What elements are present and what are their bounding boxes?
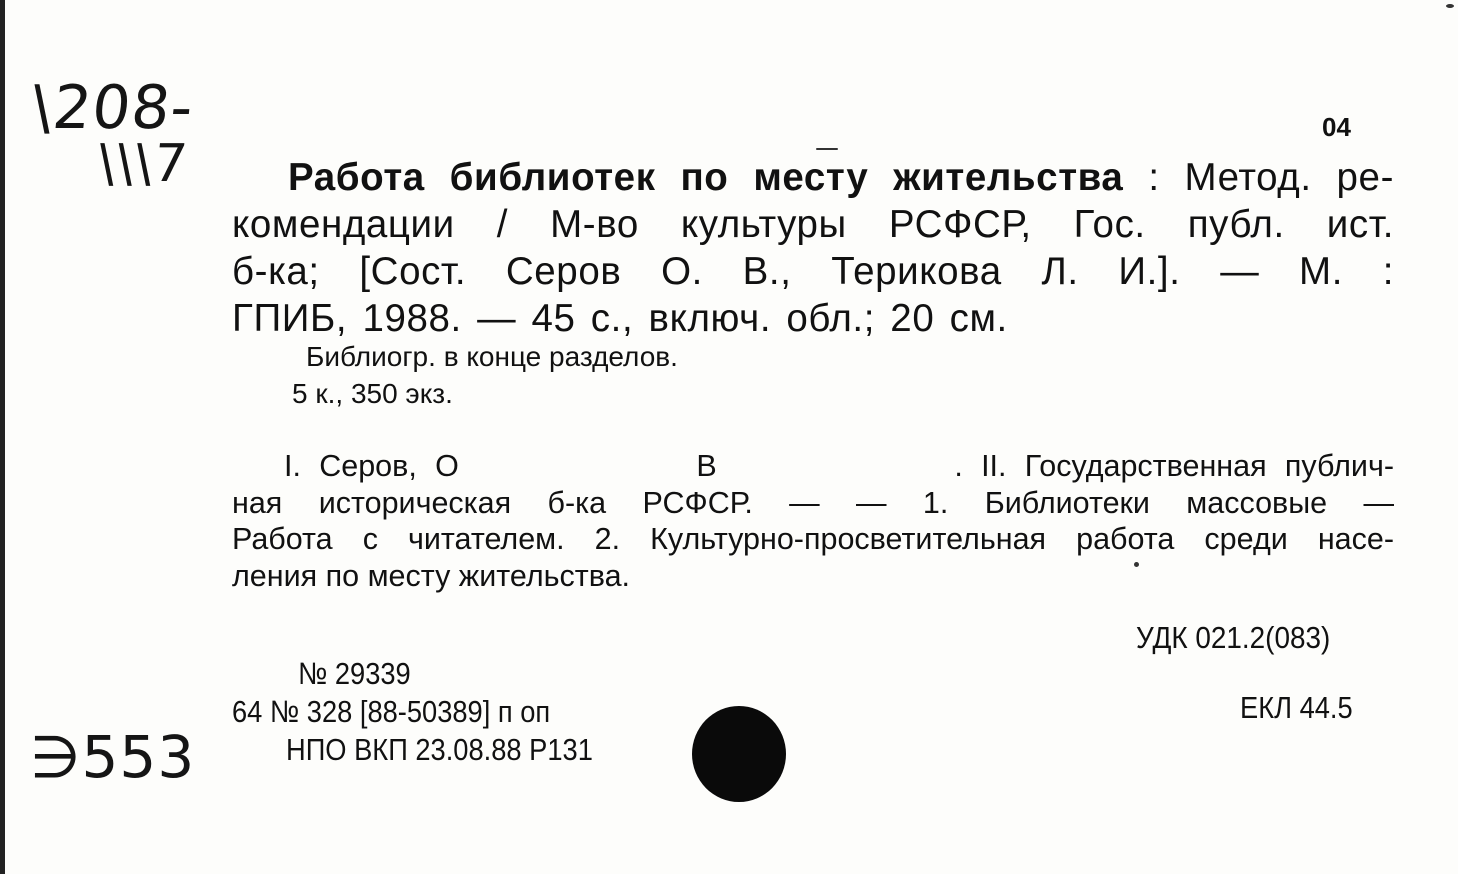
entry-line-1-rest: : Метод. ре-: [1148, 156, 1394, 199]
card-edge: [0, 0, 5, 874]
subjects-line-3: Работа с читателем. 2. Культурно-просветительная работа среди насе-: [232, 522, 1394, 556]
subject-tracings: [232, 448, 1394, 594]
registration-line-3: НПО ВКП 23.08.88 Р131: [286, 732, 593, 767]
entry-line-2: комендации / М-во культуры РСФСР, Гос. публ. ист.: [232, 203, 1394, 246]
entry-line-1: [232, 154, 1394, 201]
registration-number: № 29339: [298, 656, 411, 691]
entry-line-3: б-ка; [Сост. Серов О. В., Терикова Л. И.]. — М. :: [232, 250, 1394, 293]
entry-line-4: ГПИБ, 1988. — 45 с., включ. обл.; 20 см.: [232, 297, 1008, 340]
bibliographic-entry: [232, 154, 1394, 342]
speck: [1134, 562, 1139, 567]
subjects-line-1: I. Серов, О В . II. Государственная публич-: [284, 449, 1394, 483]
ekl-code: ЕКЛ 44.5: [1240, 690, 1353, 725]
subjects-line-2: ная историческая б-ка РСФСР. — — 1. Библиотеки массовые —: [232, 485, 1394, 520]
corner-mark: 04: [1322, 112, 1351, 142]
handwritten-shelf-mark-line2: \\\7: [94, 134, 191, 194]
punch-hole: [692, 706, 786, 802]
speck: [816, 148, 838, 150]
handwritten-shelf-mark-line1: \208-: [28, 73, 198, 143]
bibliography-note: Библиогр. в конце разделов.: [306, 341, 678, 372]
udc-code: УДК 021.2(083): [1136, 620, 1331, 655]
subjects-line-4: ления по месту жительства.: [232, 558, 631, 593]
speck: [1446, 4, 1454, 8]
registration-line-2: 64 № 328 [88-50389] п оп: [232, 694, 551, 729]
entry-title: Работа библиотек по месту жительства: [288, 156, 1124, 199]
price-copies-note: 5 к., 350 экз.: [292, 378, 453, 409]
handwritten-inventory-number: ∋553: [30, 723, 196, 791]
